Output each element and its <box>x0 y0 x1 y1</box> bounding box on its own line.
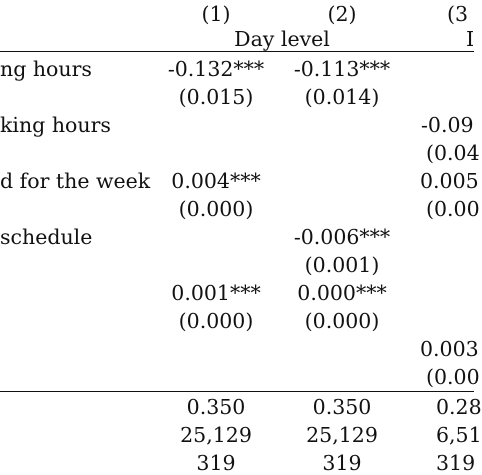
coef-cell: 0.001*** <box>171 281 261 305</box>
column-header-1: (1) <box>201 2 231 26</box>
se-cell: (0.001) <box>304 253 380 277</box>
se-cell: (0.000) <box>304 309 380 333</box>
row-label: schedule <box>0 225 93 249</box>
row-label: ng hours <box>0 57 92 81</box>
coef-cell: -0.006*** <box>293 225 391 249</box>
coef-cell: 0.003 <box>420 337 479 361</box>
stat-cell: 25,129 <box>306 423 378 447</box>
stat-cell: 319 <box>436 451 476 475</box>
coef-cell: 0.000*** <box>297 281 387 305</box>
column-header-3: (3 <box>447 2 469 26</box>
se-cell: (0.04 <box>426 141 480 165</box>
stat-cell: 0.350 <box>312 395 372 419</box>
column-header-2: (2) <box>327 2 357 26</box>
se-cell: (0.00 <box>426 365 480 389</box>
stat-cell: 0.350 <box>186 395 246 419</box>
se-cell: (0.00 <box>426 197 480 221</box>
panel-label-day-level: Day level <box>234 27 330 51</box>
stats-rule <box>0 391 474 392</box>
se-cell: (0.000) <box>178 197 254 221</box>
header-rule <box>0 51 474 52</box>
stat-cell: 0.28 <box>436 395 482 419</box>
se-cell: (0.015) <box>178 85 254 109</box>
se-cell: (0.014) <box>304 85 380 109</box>
coef-cell: 0.005 <box>420 169 479 193</box>
row-label: king hours <box>0 113 111 137</box>
coef-cell: -0.132*** <box>167 57 265 81</box>
stat-cell: 319 <box>196 451 236 475</box>
stat-cell: 319 <box>322 451 362 475</box>
coef-cell: -0.09 <box>421 113 474 137</box>
panel-label-right: I <box>466 27 475 51</box>
coef-cell: 0.004*** <box>171 169 261 193</box>
se-cell: (0.000) <box>178 309 254 333</box>
stat-cell: 25,129 <box>180 423 252 447</box>
row-label: d for the week <box>0 169 151 193</box>
stat-cell: 6,51 <box>436 423 482 447</box>
coef-cell: -0.113*** <box>293 57 391 81</box>
